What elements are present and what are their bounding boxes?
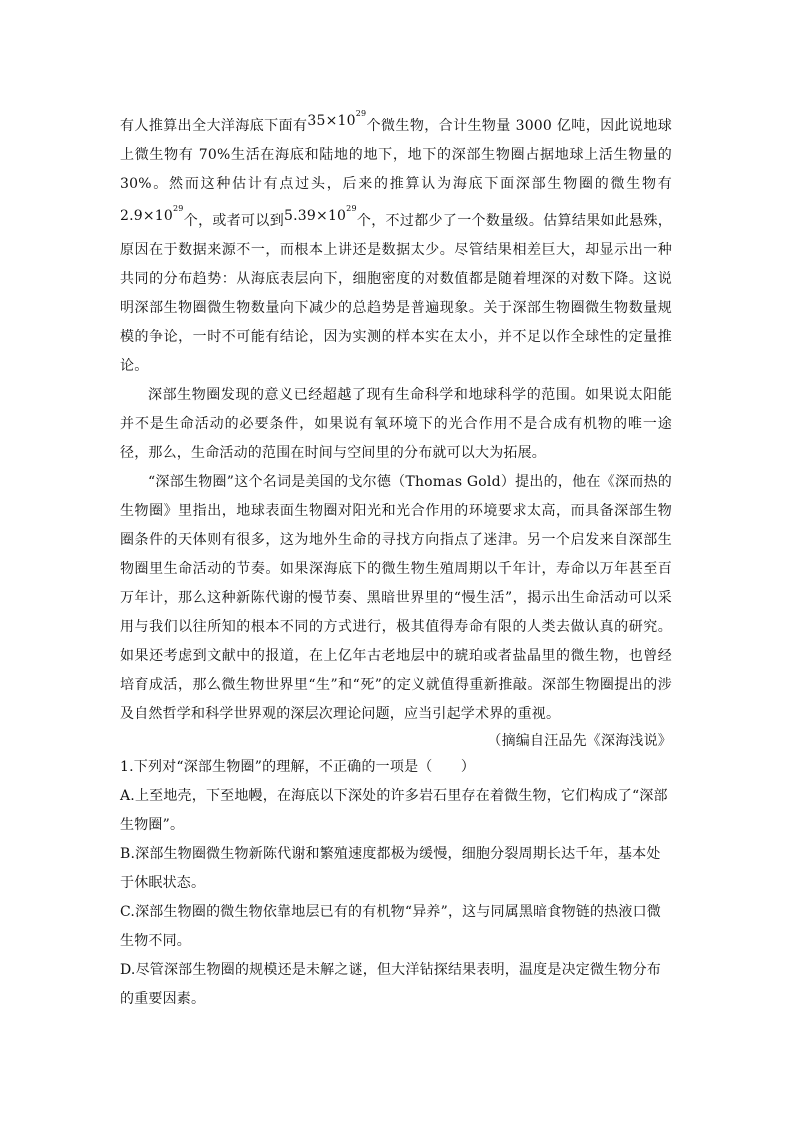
question-block [120, 753, 672, 1014]
question-stem: 1.下列对“深部生物圈”的理解，不正确的一项是（ ） [120, 759, 476, 775]
p1-text-1: 有人推算出全大洋海底下面有 [120, 118, 308, 134]
p1-text-4: 个，不过都少了一个数量级。估算结果如此悬殊，原因在于数据来源不一，而根本上讲还是数据太少。尽管结果相差巨大，却显示出一种共同的分布趋势：从海底表层向下，细胞密度的对数值都是随着埋深的对数下降。这说明深部生物圈微生物数量向下减少的总趋势是普遍现象。关于深部生物圈微生物数量规模的争论，一时不可能有结论，因为实测的样本实在太小，并不足以作全球性的定量推论。 [120, 213, 672, 374]
source-citation: （摘编自汪品先《深海浅说》 [487, 733, 672, 749]
number-5.39e29: $5.39\times 10^{29}$ [284, 204, 357, 224]
option-a: A.上至地壳，下至地幔，在海底以下深处的许多岩石里存在着微生物，它们构成了“深部生物圈”。 [120, 788, 668, 833]
number-35e29: $35\times 10^{29}$ [307, 109, 367, 129]
option-d: D.尽管深部生物圈的规模还是未解之谜，但大洋钻探结果表明，温度是决定微生物分布的重要因素。 [120, 962, 661, 1007]
number-2.9e29: $2.9\times 10^{29}$ [120, 204, 184, 224]
option-b: B.深部生物圈微生物新陈代谢和繁殖速度都极为缓慢，细胞分裂周期长达千年，基本处于休眠状态。 [120, 846, 661, 891]
paragraph-3: “深部生物圈”这个名词是美国的戈尔德（Thomas Gold）提出的，他在《深而热的生物圈》里指出，地球表面生物圈对阳光和光合作用的环境要求太高，而具备深部生物圈条件的天体则有很多，这为地外生命的寻找方向指点了迷津。另一个启发来自深部生物圈里生命活动的节奏。如果深海底下的微生物生殖周期以千年计，寿命以万年甚至百万年计，那么这种新陈代谢的慢节奏、黑暗世界里的“慢生活”，揭示出生命活动可以采用与我们以往所知的根本不同的方式进行，极其值得寿命有限的人类去做认真的研究。如果还考虑到文献中的报道，在上亿年古老地层中的琥珀或者盐晶里的微生物，也曾经培育成活，那么微生物世界里“生”和“死”的定义就值得重新推敲。深部生物圈提出的涉及自然哲学和科学世界观的深层次理论问题，应当引起学术界的重视。 [120, 474, 672, 722]
document-page [120, 104, 672, 1014]
p1-text-3: 个，或者可以到 [183, 213, 285, 229]
p1-text-2: 个微生物，合计生物量 3000 亿吨，因此说地球上微生物有 70%生活在海底和陆地的地下，地下的深部生物圈占据地球上活生物量的 30%。然而这种估计有点过头，后来的推算认为海底下面深部生物圈的微生物有 [120, 118, 672, 192]
option-c: C.深部生物圈的微生物依靠地层已有的有机物“异养”，这与同属黑暗食物链的热液口微生物不同。 [120, 904, 661, 949]
paragraph-1 [120, 104, 672, 381]
paragraph-2: 深部生物圈发现的意义已经超越了现有生命科学和地球科学的范围。如果说太阳能并不是生命活动的必要条件，如果说有氧环境下的光合作用不是合成有机物的唯一途径，那么，生命活动的范围在时间与空间里的分布就可以大为拓展。 [120, 387, 672, 461]
